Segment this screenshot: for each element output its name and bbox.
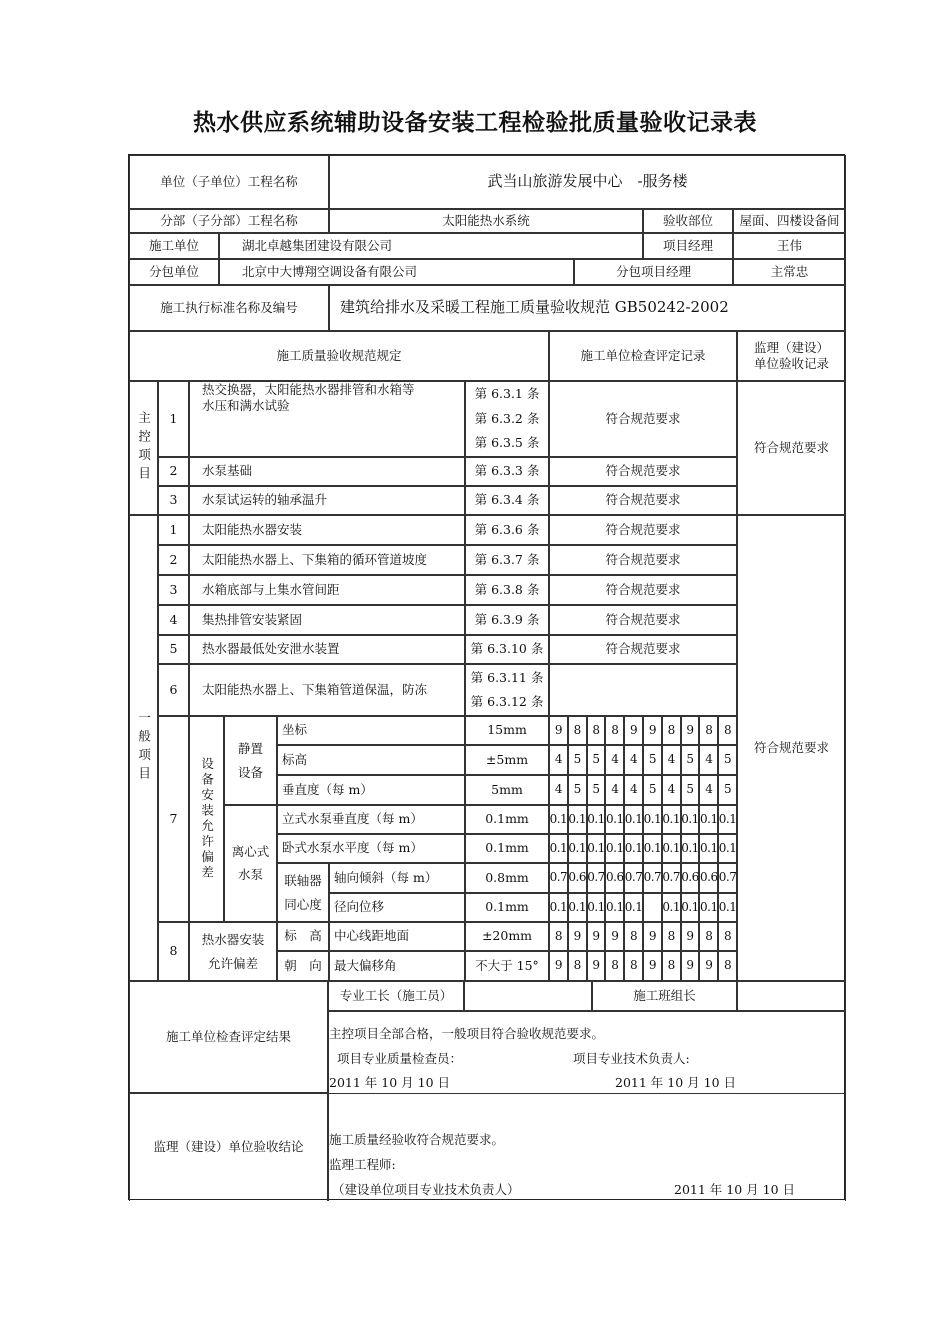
measure-value: 0.1	[587, 805, 606, 834]
measure-value: 0.1	[549, 834, 568, 863]
measure-value: 4	[662, 775, 681, 805]
pm-label: 项目经理	[643, 233, 733, 259]
gen-row-2-result: 符合规范要求	[549, 545, 737, 575]
measure-value: 0.7	[718, 863, 737, 893]
measure-value: 0.1	[549, 805, 568, 834]
measure-value: 4	[605, 775, 624, 805]
main-row-3-result: 符合规范要求	[549, 486, 737, 515]
main-row-2-clause: 第 6.3.3 条	[465, 457, 549, 486]
measure-value: 0.7	[643, 863, 662, 893]
unit-label: 单位（子单位）工程名称	[129, 155, 329, 209]
main-row-1-clauses	[465, 381, 549, 457]
measure-value: 4	[549, 775, 568, 805]
gen-row-5-no: 5	[158, 635, 189, 664]
subcon-value: 北京中大博翔空调设备有限公司	[219, 259, 574, 285]
supervise-label: 监理（建设）单位验收结论	[129, 1093, 328, 1201]
measure-value: 8	[624, 922, 643, 951]
measure-value: 0.1	[568, 834, 587, 863]
main-row-1-text	[189, 381, 465, 457]
subcon-label: 分包单位	[129, 259, 219, 285]
coupling-label: 联轴器同心度	[277, 863, 329, 922]
measure-value: 8	[568, 951, 587, 981]
measure-value: 9	[549, 716, 568, 745]
gen-row-3-text: 水箱底部与上集水管间距	[189, 575, 465, 605]
measure-value: 0.1	[624, 893, 643, 922]
measure-value: 0.7	[624, 863, 643, 893]
unit-value: 武当山旅游发展中心 -服务楼	[329, 155, 846, 209]
measure-value: 9	[624, 716, 643, 745]
measure-value: 9	[549, 951, 568, 981]
gen-row-4-no: 4	[158, 605, 189, 635]
measure-value: 8	[699, 716, 718, 745]
item8-row-name: 中心线距地面	[329, 922, 465, 951]
measure-value: 9	[681, 951, 700, 981]
measure-value: 5	[718, 745, 737, 775]
std-value: 建筑给排水及采暖工程施工质量验收规范 GB50242-2002	[329, 285, 846, 331]
item7-row-name: 径向位移	[329, 893, 465, 922]
measure-value: 0.1	[681, 834, 700, 863]
measure-value: 0.1	[605, 834, 624, 863]
gen-row-3-clause: 第 6.3.8 条	[465, 575, 549, 605]
item7-group-label: 设备安装允许偏差	[189, 716, 224, 922]
item7-row-name: 立式水泵垂直度（每 m）	[277, 805, 465, 834]
gen-row-6-result	[549, 664, 737, 716]
measure-value: 9	[681, 922, 700, 951]
measure-value: 0.1	[681, 893, 700, 922]
subpm-value: 主常忠	[733, 259, 846, 285]
measure-value: 9	[699, 951, 718, 981]
check-header: 施工单位检查评定记录	[549, 331, 737, 381]
measure-value: 0.1	[718, 805, 737, 834]
measure-value: 4	[699, 745, 718, 775]
sub-value: 太阳能热水系统	[329, 209, 643, 233]
measure-value: 8	[549, 922, 568, 951]
main-row-3-no: 3	[158, 486, 189, 515]
clause: 第 6.3.5 条	[474, 435, 540, 451]
measure-value: 5	[681, 745, 700, 775]
measure-value: 0.1	[662, 834, 681, 863]
measure-value: 8	[699, 922, 718, 951]
measure-value: 9	[643, 922, 662, 951]
measure-value: 0.1	[568, 805, 587, 834]
result-text: 主控项目全部合格，一般项目符合验收规范要求。	[329, 1026, 605, 1041]
measure-value: 0.1	[587, 834, 606, 863]
measure-value: 4	[624, 775, 643, 805]
clause: 第 6.3.2 条	[474, 410, 540, 426]
measure-value: 5	[587, 775, 606, 805]
gen-row-3-no: 3	[158, 575, 189, 605]
gen-row-1-clause: 第 6.3.6 条	[465, 515, 549, 545]
measure-value: 5	[568, 745, 587, 775]
measure-value: 9	[568, 922, 587, 951]
tech-label: 项目专业技术负责人:	[573, 1051, 690, 1066]
measure-value: 0.1	[699, 834, 718, 863]
measure-value: 9	[643, 716, 662, 745]
measure-value: 0.1	[699, 805, 718, 834]
item7-row-tolerance: 5mm	[465, 775, 549, 805]
measure-value: 9	[681, 716, 700, 745]
measure-value: 0.1	[587, 893, 606, 922]
gen-row-1-no: 1	[158, 515, 189, 545]
centrifugal-pump-label: 离心式水泵	[224, 805, 277, 922]
measure-value: 0.1	[605, 805, 624, 834]
item8-label: 热水器安装允许偏差	[189, 922, 277, 981]
result-label: 施工单位检查评定结果	[129, 981, 328, 1093]
measure-value: 8	[718, 716, 737, 745]
engineer-label: 监理工程师:	[329, 1157, 396, 1172]
measure-value: 5	[643, 745, 662, 775]
main-row-3-clause: 第 6.3.4 条	[465, 486, 549, 515]
measure-value: 4	[624, 745, 643, 775]
measure-value: 0.1	[549, 893, 568, 922]
measure-value: 0.1	[662, 893, 681, 922]
item7-row-tolerance: 0.1mm	[465, 805, 549, 834]
measure-value: 8	[605, 716, 624, 745]
measure-value: 8	[605, 951, 624, 981]
supervise-text: 施工质量经验收符合规范要求。	[329, 1132, 505, 1147]
measure-value: 0.1	[643, 805, 662, 834]
main-row-2-text: 水泵基础	[189, 457, 465, 486]
gen-row-6-clauses	[465, 664, 549, 716]
foreman-value	[464, 981, 592, 1011]
measure-value: 0.1	[624, 805, 643, 834]
measure-value: 0.1	[643, 834, 662, 863]
measure-value: 8	[662, 951, 681, 981]
measure-value: 0.1	[718, 834, 737, 863]
item7-row-name: 垂直度（每 m）	[277, 775, 465, 805]
gen-row-6-no: 6	[158, 664, 189, 716]
general-supervise: 符合规范要求	[737, 515, 846, 981]
date-3: 2011 年 10 月 10 日	[674, 1182, 795, 1197]
item7-row-tolerance: 0.1mm	[465, 834, 549, 863]
measure-value: 0.1	[568, 893, 587, 922]
team-value	[737, 981, 846, 1011]
measure-value: 0.1	[605, 893, 624, 922]
measure-value: 5	[681, 775, 700, 805]
measure-value: 9	[643, 951, 662, 981]
owner-label: （建设单位项目专业技术负责人）	[332, 1182, 520, 1197]
supervise-header	[737, 331, 846, 381]
item7-row-tolerance: 0.1mm	[465, 893, 549, 922]
item8-no: 8	[158, 922, 189, 981]
measure-value: 0.6	[605, 863, 624, 893]
measure-value	[643, 893, 662, 922]
sub-label: 分部（子分部）工程名称	[129, 209, 329, 233]
measure-value: 8	[568, 716, 587, 745]
gen-row-4-clause: 第 6.3.9 条	[465, 605, 549, 635]
main-row-1-result: 符合规范要求	[549, 381, 737, 457]
measure-value: 5	[643, 775, 662, 805]
measure-value: 0.1	[681, 805, 700, 834]
gen-row-6-text: 太阳能热水器上、下集箱管道保温，防冻	[189, 664, 465, 716]
main-items-label: 主控项目	[129, 381, 158, 515]
main-row-2-no: 2	[158, 457, 189, 486]
measure-value: 0.7	[662, 863, 681, 893]
spec-header: 施工质量验收规范规定	[129, 331, 549, 381]
measure-value: 0.1	[699, 893, 718, 922]
measure-value: 0.6	[699, 863, 718, 893]
contractor-label: 施工单位	[129, 233, 219, 259]
gen-row-2-no: 2	[158, 545, 189, 575]
main-supervise: 符合规范要求	[737, 381, 846, 515]
inspector-label: 项目专业质量检查员：	[337, 1051, 463, 1066]
item7-row-tolerance: 15mm	[465, 716, 549, 745]
item7-no: 7	[158, 716, 189, 922]
measure-value: 0.1	[624, 834, 643, 863]
item8-row-key: 标 高	[277, 922, 329, 951]
contractor-value: 湖北卓越集团建设有限公司	[219, 233, 643, 259]
measure-value: 4	[699, 775, 718, 805]
measure-value: 8	[718, 922, 737, 951]
item8-row-tolerance: 不大于 15°	[465, 951, 549, 981]
pm-value: 王伟	[733, 233, 846, 259]
main-row-1-no: 1	[158, 381, 189, 457]
gen-row-4-text: 集热排管安装紧固	[189, 605, 465, 635]
gen-row-4-result: 符合规范要求	[549, 605, 737, 635]
gen-row-2-clause: 第 6.3.7 条	[465, 545, 549, 575]
general-items-label: 一般项目	[129, 515, 158, 981]
page-title: 热水供应系统辅助设备安装工程检验批质量验收记录表	[193, 110, 757, 136]
measure-value: 4	[549, 745, 568, 775]
measure-value: 4	[605, 745, 624, 775]
gen-row-5-clause: 第 6.3.10 条	[465, 635, 549, 664]
item7-row-tolerance: 0.8mm	[465, 863, 549, 893]
measure-value: 5	[568, 775, 587, 805]
gen-row-1-result: 符合规范要求	[549, 515, 737, 545]
gen-row-2-text: 太阳能热水器上、下集箱的循环管道坡度	[189, 545, 465, 575]
inspection-form	[128, 154, 845, 1200]
measure-value: 0.1	[718, 893, 737, 922]
item7-row-name: 标高	[277, 745, 465, 775]
item8-row-tolerance: ±20mm	[465, 922, 549, 951]
measure-value: 9	[605, 922, 624, 951]
measure-value: 4	[662, 745, 681, 775]
measure-value: 8	[624, 951, 643, 981]
measure-value: 5	[587, 745, 606, 775]
clause: 第 6.3.11 条	[470, 670, 544, 686]
accept-part-value: 屋面、四楼设备间	[733, 209, 846, 233]
main-row-1-line2: 水压和满水试验	[202, 398, 290, 414]
item8-row-key: 朝 向	[277, 951, 329, 981]
measure-value: 0.7	[587, 863, 606, 893]
gen-row-1-text: 太阳能热水器安装	[189, 515, 465, 545]
measure-value: 0.1	[662, 805, 681, 834]
measure-value: 0.6	[681, 863, 700, 893]
supervise-header-line2: 单位验收记录	[753, 356, 829, 371]
item7-row-name: 卧式水泵水平度（每 m）	[277, 834, 465, 863]
date-2: 2011 年 10 月 10 日	[615, 1075, 736, 1090]
accept-part-label: 验收部位	[643, 209, 733, 233]
measure-value: 8	[718, 951, 737, 981]
clause: 第 6.3.1 条	[474, 386, 540, 402]
main-row-3-text: 水泵试运转的轴承温升	[189, 486, 465, 515]
measure-value: 5	[718, 775, 737, 805]
subpm-label: 分包项目经理	[574, 259, 733, 285]
foreman-label: 专业工长（施工员）	[328, 981, 464, 1011]
main-row-2-result: 符合规范要求	[549, 457, 737, 486]
measure-value: 9	[587, 922, 606, 951]
clause: 第 6.3.12 条	[470, 694, 544, 709]
measure-value: 8	[662, 716, 681, 745]
std-label: 施工执行标准名称及编号	[129, 285, 329, 331]
measure-value: 8	[662, 922, 681, 951]
gen-row-3-result: 符合规范要求	[549, 575, 737, 605]
measure-value: 0.6	[568, 863, 587, 893]
item7-row-name: 坐标	[277, 716, 465, 745]
team-label: 施工班组长	[592, 981, 737, 1011]
gen-row-5-text: 热水器最低处安泄水装置	[189, 635, 465, 664]
item7-row-name: 轴向倾斜（每 m）	[329, 863, 465, 893]
measure-value: 8	[587, 716, 606, 745]
static-equipment-label: 静置设备	[224, 716, 277, 805]
item7-row-tolerance: ±5mm	[465, 745, 549, 775]
supervise-header-line1: 监理（建设）	[753, 339, 829, 355]
gen-row-5-result: 符合规范要求	[549, 635, 737, 664]
measure-value: 9	[587, 951, 606, 981]
main-row-1-line1: 热交换器，太阳能热水器排管和水箱等	[202, 382, 415, 397]
date-1: 2011 年 10 月 10 日	[329, 1075, 450, 1090]
item8-row-name: 最大偏移角	[329, 951, 465, 981]
measure-value: 0.7	[549, 863, 568, 893]
